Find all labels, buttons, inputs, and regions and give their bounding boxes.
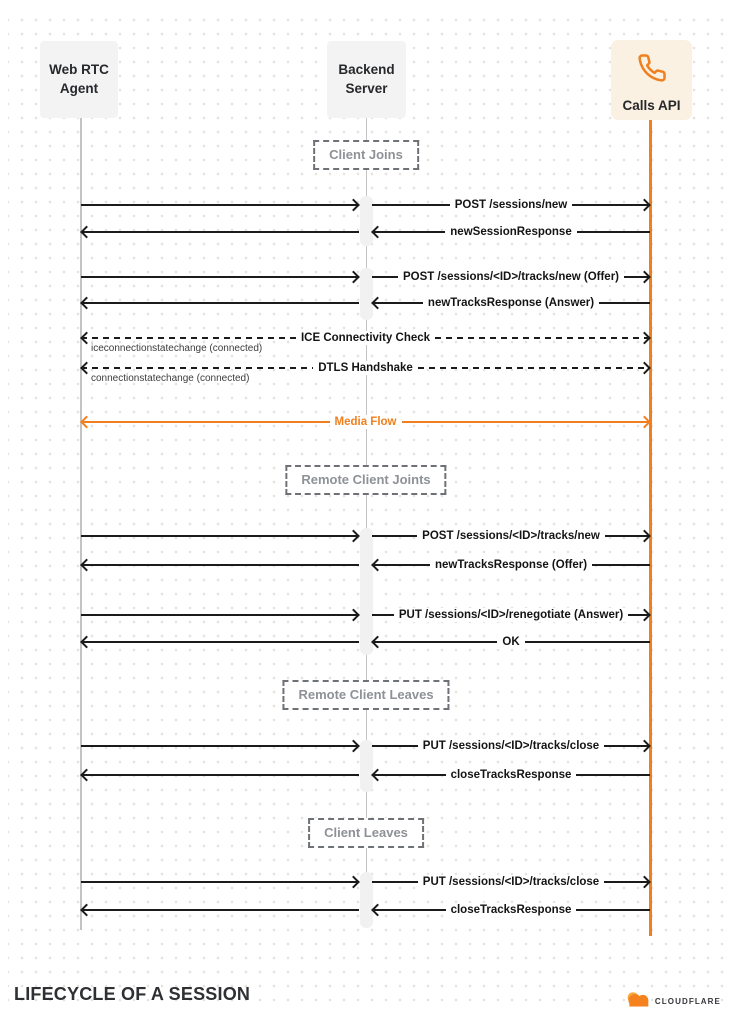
arrow-line [81,231,359,234]
arrow-line [81,564,359,567]
arrow-line [372,614,394,617]
message-label: PUT /sessions/<ID>/tracks/close [418,875,604,889]
cloudflare-cloud-icon [624,990,651,1012]
message-label: newSessionResponse [445,225,576,239]
activation-bar [360,740,373,792]
cloudflare-wordmark: CLOUDFLARE [654,996,721,1006]
arrow-line [81,302,359,305]
phase-remote-client-leaves: Remote Client Leaves [282,680,449,710]
arrow-line [81,276,359,279]
arrow-line [525,641,650,644]
message-label: newTracksResponse (Answer) [423,296,599,310]
message-label: POST /sessions/new [450,198,572,212]
arrow-line [81,881,359,884]
actor-webrtc-agent [40,41,118,118]
arrow-line [81,614,359,617]
message-label: PUT /sessions/<ID>/tracks/close [418,739,604,753]
lifeline-webrtc-agent [80,118,82,930]
message-label: Media Flow [330,415,402,429]
arrow-line [81,745,359,748]
arrow-line [402,421,651,424]
arrow-line [81,535,359,538]
arrow-line [577,231,650,234]
activation-bar [360,872,373,928]
message-label: ICE Connectivity Check [296,331,435,345]
arrow-line [372,641,497,644]
message-label: OK [497,635,524,649]
arrow-line [418,367,650,370]
actor-label: Web RTC Agent [49,62,109,96]
arrow-line [81,641,359,644]
arrow-line [81,367,313,370]
actor-backend-server [327,41,406,118]
arrow-line [599,302,650,305]
event-sublabel: connectionstatechange (connected) [91,373,250,384]
arrow-line [372,745,418,748]
message-label: POST /sessions/<ID>/tracks/new (Offer) [398,270,624,284]
message-label: DTLS Handshake [313,361,418,375]
message-label: PUT /sessions/<ID>/renegotiate (Answer) [394,608,628,622]
arrow-line [592,564,650,567]
arrow-line [435,337,650,340]
arrow-line [81,337,296,340]
arrow-line [372,535,417,538]
arrow-line [576,909,650,912]
message-label: closeTracksResponse [446,768,577,782]
actor-label: Backend Server [338,62,395,96]
actor-calls-api [611,40,692,120]
arrow-line [81,909,359,912]
arrow-line [372,276,398,279]
phase-remote-client-joints: Remote Client Joints [285,465,446,495]
arrow-line [81,421,330,424]
phase-client-joins: Client Joins [313,140,419,170]
cloudflare-logo [624,990,721,1012]
page-title: LIFECYCLE OF A SESSION [14,984,251,1004]
phase-client-leaves: Client Leaves [308,818,424,848]
phone-icon [637,53,667,88]
message-label: newTracksResponse (Offer) [430,558,592,572]
arrow-line [81,204,359,207]
activation-bar [360,268,373,320]
message-label: POST /sessions/<ID>/tracks/new [417,529,605,543]
activation-bar [360,528,373,655]
arrow-line [372,204,450,207]
message-label: closeTracksResponse [446,903,577,917]
arrow-line [81,774,359,777]
event-sublabel: iceconnectionstatechange (connected) [91,343,263,354]
lifeline-calls-api [649,120,652,936]
arrow-line [372,881,418,884]
arrow-line [576,774,650,777]
actor-label: Calls API [622,98,681,114]
activation-bar [360,196,373,246]
